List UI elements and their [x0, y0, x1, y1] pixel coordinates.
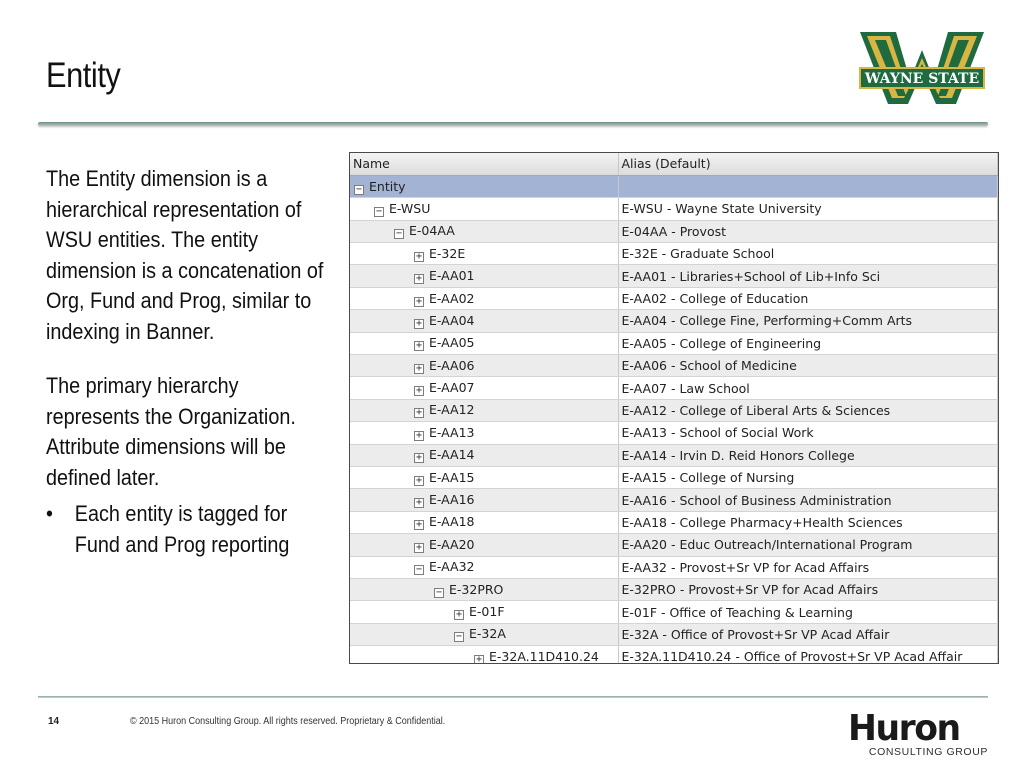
tree-node-label: E-AA01: [429, 268, 475, 284]
tree-node-label: E-AA07: [429, 380, 475, 396]
tree-cell-alias: [618, 175, 998, 197]
tree-node-label: E-AA13: [429, 424, 475, 440]
tree-cell-alias: E-AA04 - College Fine, Performing+Comm Arts: [618, 310, 998, 332]
tree-cell-alias: E-AA32 - Provost+Sr VP for Acad Affairs: [618, 556, 998, 578]
huron-logo-wordmark: Huron: [848, 708, 960, 749]
tree-node-label: E-AA05: [429, 335, 475, 351]
tree-cell-name[interactable]: [350, 175, 618, 197]
collapse-icon[interactable]: −: [455, 631, 463, 643]
tree-node-label: E-AA15: [429, 469, 475, 485]
tree-row[interactable]: [350, 511, 998, 533]
tree-row[interactable]: [350, 220, 998, 242]
bullet-text: Each entity is tagged for Fund and Prog reporting: [74, 501, 290, 557]
tree-row[interactable]: [350, 265, 998, 287]
bullet-item: [46, 499, 334, 560]
tree-cell-alias: E-AA02 - College of Education: [618, 287, 998, 309]
huron-logo: [848, 708, 990, 758]
title-divider: [38, 122, 988, 126]
tree-row[interactable]: [350, 466, 998, 488]
tree-node-label: E-AA16: [429, 492, 475, 508]
tree-node-label: E-AA14: [429, 447, 475, 463]
tree-cell-name[interactable]: [350, 646, 618, 664]
tree-node-label: E-AA32: [429, 559, 475, 575]
collapse-icon[interactable]: −: [415, 564, 423, 576]
copyright-notice: © 2015 Huron Consulting Group. All rights reserved. Proprietary & Confidential.: [130, 716, 446, 727]
tree-row[interactable]: [350, 623, 998, 645]
tree-cell-name[interactable]: [350, 265, 618, 287]
expand-icon[interactable]: +: [475, 653, 483, 664]
tree-cell-alias: E-AA01 - Libraries+School of Lib+Info Sci: [618, 265, 998, 287]
tree-cell-alias: E-32E - Graduate School: [618, 243, 998, 265]
tree-cell-name[interactable]: [350, 399, 618, 421]
tree-cell-name[interactable]: [350, 444, 618, 466]
tree-cell-name[interactable]: [350, 466, 618, 488]
tree-cell-alias: E-AA20 - Educ Outreach/International Program: [618, 534, 998, 556]
expand-icon[interactable]: +: [415, 385, 423, 397]
tree-row[interactable]: [350, 646, 998, 664]
wayne-state-logo: [858, 28, 986, 108]
paragraph-primary-hierarchy: The primary hierarchy represents the Organization. Attribute dimensions will be defined later.: [46, 373, 296, 490]
column-header-name[interactable]: Name: [350, 153, 618, 175]
expand-icon[interactable]: +: [415, 273, 423, 285]
tree-row[interactable]: [350, 422, 998, 444]
expand-icon[interactable]: +: [415, 317, 423, 329]
collapse-icon[interactable]: −: [355, 183, 363, 195]
expand-icon[interactable]: +: [415, 474, 423, 486]
tree-row[interactable]: [350, 444, 998, 466]
tree-cell-name[interactable]: [350, 623, 618, 645]
grid-header-row: [350, 153, 998, 175]
expand-icon[interactable]: +: [415, 340, 423, 352]
tree-cell-alias: E-AA16 - School of Business Administration: [618, 489, 998, 511]
tree-cell-name[interactable]: [350, 556, 618, 578]
tree-row[interactable]: [350, 556, 998, 578]
tree-row[interactable]: [350, 601, 998, 623]
tree-cell-alias: E-AA12 - College of Liberal Arts & Sciences: [618, 399, 998, 421]
tree-node-label: E-AA20: [429, 536, 475, 552]
expand-icon[interactable]: +: [415, 295, 423, 307]
tree-cell-alias: E-AA13 - School of Social Work: [618, 422, 998, 444]
tree-cell-name[interactable]: [350, 489, 618, 511]
tree-row[interactable]: [350, 287, 998, 309]
tree-row[interactable]: [350, 377, 998, 399]
expand-icon[interactable]: +: [415, 429, 423, 441]
tree-row[interactable]: [350, 175, 998, 197]
tree-node-label: E-32A.11D410.24: [489, 648, 599, 664]
entity-hierarchy-grid: [349, 152, 999, 664]
tree-cell-name[interactable]: [350, 310, 618, 332]
tree-cell-name[interactable]: [350, 243, 618, 265]
collapse-icon[interactable]: −: [375, 205, 383, 217]
slide-title: Entity: [46, 56, 121, 95]
tree-cell-alias: E-32A - Office of Provost+Sr VP Acad Affair: [618, 623, 998, 645]
tree-row[interactable]: [350, 355, 998, 377]
expand-icon[interactable]: +: [415, 407, 423, 419]
tree-node-label: E-WSU: [389, 200, 431, 216]
tree-node-label: E-32PRO: [449, 581, 504, 597]
tree-cell-alias: E-AA18 - College Pharmacy+Health Sciences: [618, 511, 998, 533]
tree-cell-alias: E-32A.11D410.24 - Office of Provost+Sr VP Acad Affair: [618, 646, 998, 664]
tree-cell-alias: E-AA07 - Law School: [618, 377, 998, 399]
tree-cell-name[interactable]: [350, 601, 618, 623]
body-text: [46, 164, 334, 560]
tree-cell-alias: E-AA06 - School of Medicine: [618, 355, 998, 377]
wayne-state-logo-text: WAYNE STATE: [864, 71, 980, 87]
tree-node-label: E-AA04: [429, 312, 475, 328]
tree-cell-alias: E-01F - Office of Teaching & Learning: [618, 601, 998, 623]
expand-icon[interactable]: +: [415, 362, 423, 374]
collapse-icon[interactable]: −: [395, 228, 403, 240]
expand-icon[interactable]: +: [415, 452, 423, 464]
tree-row[interactable]: [350, 399, 998, 421]
tree-cell-alias: E-04AA - Provost: [618, 220, 998, 242]
tree-node-label: E-AA18: [429, 514, 475, 530]
expand-icon[interactable]: +: [415, 250, 423, 262]
tree-cell-name[interactable]: [350, 287, 618, 309]
footer-divider: [38, 696, 988, 698]
tree-cell-name[interactable]: [350, 511, 618, 533]
tree-cell-name[interactable]: [350, 220, 618, 242]
tree-node-label: E-32A: [469, 626, 506, 642]
tree-cell-name[interactable]: [350, 355, 618, 377]
tree-node-label: E-AA06: [429, 357, 475, 373]
tree-row[interactable]: [350, 332, 998, 354]
tree-row[interactable]: [350, 534, 998, 556]
tree-node-label: Entity: [369, 178, 406, 194]
tree-row[interactable]: [350, 310, 998, 332]
expand-icon[interactable]: +: [415, 541, 423, 553]
tree-cell-alias: E-AA14 - Irvin D. Reid Honors College: [618, 444, 998, 466]
tree-cell-name[interactable]: [350, 422, 618, 444]
column-header-alias[interactable]: Alias (Default): [618, 153, 998, 175]
tree-row[interactable]: [350, 198, 998, 220]
expand-icon[interactable]: +: [455, 609, 463, 620]
tree-row[interactable]: [350, 243, 998, 265]
tree-cell-name[interactable]: [350, 534, 618, 556]
tree-cell-name[interactable]: [350, 332, 618, 354]
expand-icon[interactable]: +: [415, 497, 423, 509]
tree-node-label: E-AA12: [429, 402, 475, 418]
tree-cell-alias: E-AA15 - College of Nursing: [618, 466, 998, 488]
paragraph-entity-description: The Entity dimension is a hierarchical representation of WSU entities. The entity dimension is a concatenation of Org, Fund and Prog, similar to indexing in Banner.: [46, 166, 324, 344]
tree-cell-name[interactable]: [350, 377, 618, 399]
tree-row[interactable]: [350, 578, 998, 600]
huron-logo-subtitle: CONSULTING GROUP: [868, 746, 988, 758]
tree-row[interactable]: [350, 489, 998, 511]
tree-node-label: E-AA02: [429, 290, 475, 306]
tree-cell-alias: E-WSU - Wayne State University: [618, 198, 998, 220]
tree-cell-name[interactable]: [350, 578, 618, 600]
tree-node-label: E-01F: [469, 604, 505, 619]
expand-icon[interactable]: +: [415, 519, 423, 531]
tree-node-label: E-04AA: [409, 223, 455, 239]
tree-cell-alias: E-AA05 - College of Engineering: [618, 332, 998, 354]
tree-cell-name[interactable]: [350, 198, 618, 220]
tree-cell-alias: E-32PRO - Provost+Sr VP for Acad Affairs: [618, 578, 998, 600]
bullet-symbol: •: [46, 501, 53, 526]
page-number: 14: [48, 716, 60, 727]
collapse-icon[interactable]: −: [435, 586, 443, 598]
tree-node-label: E-32E: [429, 245, 466, 261]
